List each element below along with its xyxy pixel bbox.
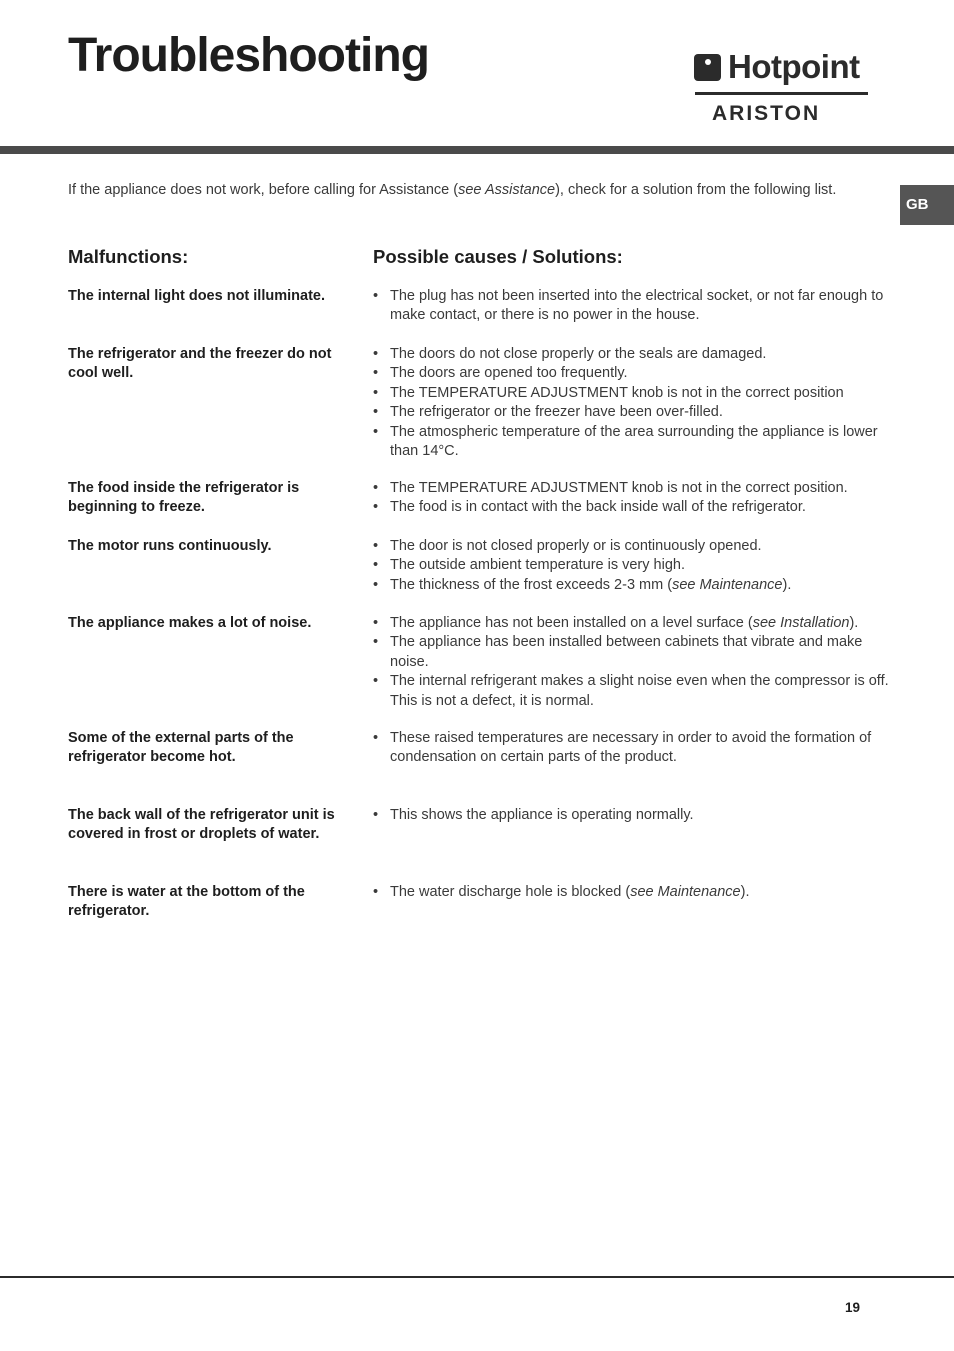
header-divider-bar [0,146,954,154]
cause-item [373,384,893,403]
causes-list [373,345,893,461]
causes-list [373,883,893,902]
malfunctions-heading: Malfunctions: [68,246,189,267]
cause-item [373,633,893,672]
malfunction-label: The appliance makes a lot of noise. [68,615,312,631]
malfunction-label: The refrigerator and the freezer do not cool well. [68,346,332,382]
intro-reference: see Assistance [458,182,556,198]
cause-text: The plug has not been inserted into the electrical socket, or not far enough to make contact, or there is no power in the house. [390,288,884,324]
page-number: 19 [845,1300,861,1315]
causes-list [373,729,893,768]
cause-text: The TEMPERATURE ADJUSTMENT knob is not in the correct position. [390,480,848,496]
cause-text-after: ). [849,615,859,631]
cause-text: The atmospheric temperature of the area surrounding the appliance is lower than 14°C. [390,423,878,460]
cause-item [373,556,893,575]
cause-item [373,576,893,595]
malfunction-label: The back wall of the refrigerator unit is covered in frost or droplets of water. [68,807,335,843]
logo-divider [695,92,868,95]
causes-list [373,537,893,595]
brand-logo [694,50,870,126]
cause-text: The TEMPERATURE ADJUSTMENT knob is not in the correct position [390,384,844,401]
cause-text: These raised temperatures are necessary in order to avoid the formation of condensation on certain parts of the product. [390,730,872,766]
logo-sub-text: ARISTON [712,102,821,125]
logo-mark-icon [694,54,721,81]
cause-text: The internal refrigerant makes a slight noise even when the compressor is off. This is not a defect, it is normal. [390,673,889,709]
causes-list [373,806,893,825]
language-tab: GB [900,185,954,225]
intro-text [68,182,836,198]
cause-item [373,537,893,556]
causes-list [373,287,893,326]
cause-text: The refrigerator or the freezer have been over-filled. [390,404,723,421]
cause-item [373,883,893,902]
cause-text: This shows the appliance is operating normally. [390,807,694,823]
cause-text: The appliance has not been installed on a level surface ( [390,615,753,631]
malfunction-label: The food inside the refrigerator is beginning to freeze. [68,480,300,516]
intro-pre: If the appliance does not work, before calling for Assistance ( [68,182,459,198]
cause-text-after: ). [782,576,792,593]
cause-reference: see Installation [752,615,850,631]
cause-item [373,729,893,768]
cause-text: The water discharge hole is blocked ( [390,884,631,900]
intro-post: ), check for a solution from the following list. [555,182,837,198]
causes-heading: Possible causes / Solutions: [373,246,623,267]
page-title: Troubleshooting [68,29,429,82]
causes-list [373,479,893,518]
cause-text: The food is in contact with the back inside wall of the refrigerator. [390,499,806,516]
cause-text-after: ). [740,884,750,900]
cause-item [373,287,893,326]
malfunction-label: The motor runs continuously. [68,538,272,554]
cause-reference: see Maintenance [630,884,741,900]
cause-item [373,345,893,364]
cause-item [373,614,893,633]
footer-divider [0,1276,954,1278]
logo-brand-text: Hotpoint [728,48,860,85]
cause-text: The thickness of the frost exceeds 2-3 mm ( [390,576,673,593]
causes-list [373,614,893,711]
cause-item [373,403,893,422]
cause-reference: see Maintenance [672,576,783,593]
cause-text: The doors are opened too frequently. [390,365,628,382]
cause-item [373,806,893,825]
cause-item [373,672,893,711]
cause-item [373,479,893,498]
cause-item [373,364,893,383]
malfunction-label: The internal light does not illuminate. [68,288,325,304]
malfunction-label: There is water at the bottom of the refrigerator. [68,884,305,920]
cause-item [373,423,893,462]
malfunction-label: Some of the external parts of the refrigerator become hot. [68,730,294,766]
cause-text: The door is not closed properly or is continuously opened. [390,538,762,554]
cause-text: The doors do not close properly or the seals are damaged. [390,346,767,362]
cause-text: The appliance has been installed between cabinets that vibrate and make noise. [390,634,863,670]
cause-item [373,498,893,517]
cause-text: The outside ambient temperature is very high. [390,557,685,574]
